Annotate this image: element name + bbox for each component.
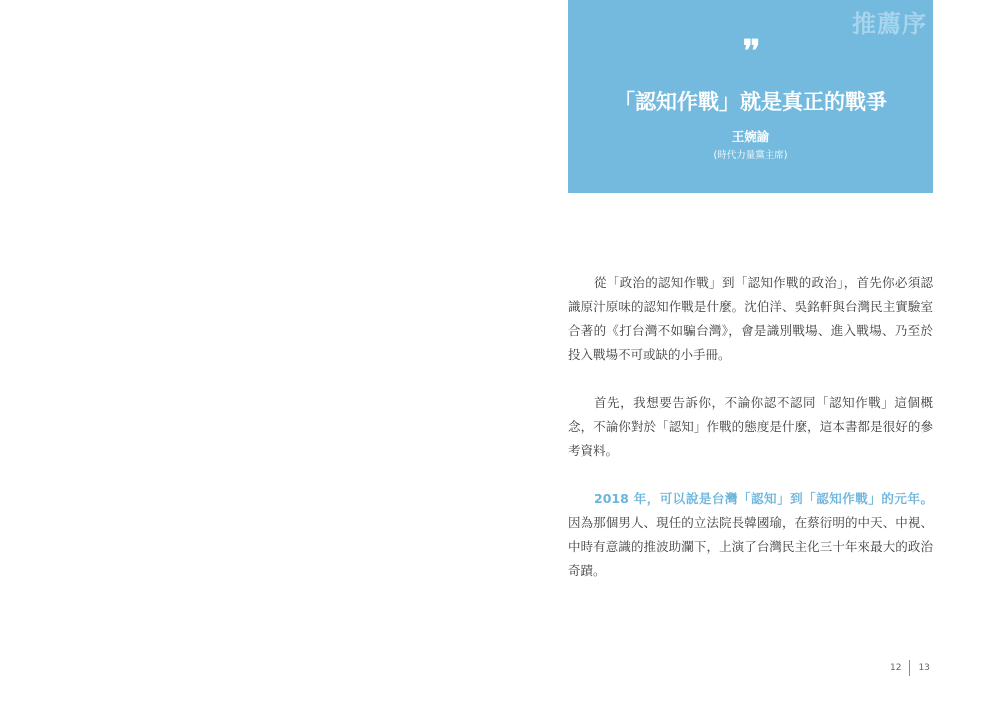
- paragraph-highlight: 2018 年，可以說是台灣「認知」到「認知作戰」的元年。: [594, 491, 933, 506]
- page-number-divider: [909, 660, 910, 676]
- author-role: (時代力量黨主席): [713, 150, 788, 161]
- preface-title: 「認知作戰」就是真正的戰爭: [614, 90, 887, 114]
- paragraph: [568, 487, 933, 583]
- section-label: 推薦序: [852, 10, 927, 38]
- page-numbers: [890, 660, 930, 676]
- preface-header-box: [568, 0, 933, 193]
- paragraph-text: 從「政治的認知作戰」到「認知作戰的政治」，首先你必須認識原汁原味的認知作戰是什麼。沈伯洋、吳銘軒與台灣民主實驗室合著的《打台灣不如騙台灣》，會是識別戰場、進入戰場、乃至於投入戰場不可或缺的小手冊。: [568, 275, 933, 362]
- paragraph-text: 首先，我想要告訴你，不論你認不認同「認知作戰」這個概念，不論你對於「認知」作戰的態度是什麼，這本書都是很好的參考資料。: [568, 395, 933, 458]
- body-text: [568, 271, 933, 607]
- left-page-number: 12: [890, 663, 902, 673]
- quote-mark-icon: ❜❜: [742, 34, 759, 69]
- right-page-number: 13: [918, 663, 930, 673]
- author-name: 王婉諭: [731, 129, 770, 144]
- paragraph: [568, 391, 933, 463]
- paragraph-text: 因為那個男人、現任的立法院長韓國瑜，在蔡衍明的中天、中視、中時有意識的推波助瀾下，上演了台灣民主化三十年來最大的政治奇蹟。: [568, 515, 933, 578]
- paragraph: [568, 271, 933, 367]
